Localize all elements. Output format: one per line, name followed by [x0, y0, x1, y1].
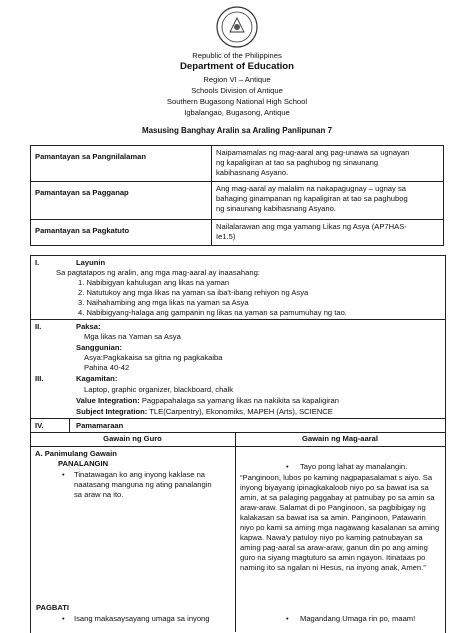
layunin-num: I. [35, 258, 40, 267]
prayer-line: aming pag-aaral sa araw-araw, ganun din po ang aming [240, 543, 428, 552]
school-line: Southern Bugasong National High School [166, 97, 308, 106]
guro-line: naatasang manguna ng ating panalangin [74, 480, 212, 489]
paksa-topic: Mga likas na Yaman sa Asya [84, 332, 181, 341]
divider [30, 446, 445, 447]
division-line: Schools Division of Antique [191, 86, 283, 95]
sanggunian-label: Sanggunian: [76, 343, 122, 352]
republic-line: Republic of the Philippines [192, 51, 282, 60]
list-item: 4. Nabibigyang-halaga ang gampanin ng likas na yaman sa pamumuhay ng tao. [78, 308, 347, 317]
magaaral-bullet: Tayo pong lahat ay manalangin. [300, 462, 408, 471]
layunin-intro: Sa pagtatapos ng aralin, ang mga mag-aaral ay inaasahang: [56, 268, 260, 277]
prayer-line: inyong biyayang ipinagkakaloob niyo po sa bawat isa sa [240, 483, 429, 492]
subject-integration [76, 407, 333, 417]
column-divider [235, 432, 236, 632]
standard-line: kabihasnang Asyano. [216, 168, 289, 177]
divider [69, 418, 70, 432]
kagamitan-num: III. [35, 374, 44, 383]
standard-label: Pamantayan sa Pagkatuto [31, 220, 212, 246]
standard-line: Ie1.5) [216, 232, 236, 241]
col-header-magaaral: Gawain ng Mag-aaral [302, 434, 378, 443]
standards-table [30, 145, 444, 246]
guro-line: Tinatawagan ko ang inyong kaklase na [74, 470, 206, 479]
region-line: Region VI – Antique [203, 75, 271, 84]
pamamaraan-num: IV. [35, 421, 44, 430]
standard-line: bahaging ginampanan ng kapaligiran at tao sa paghubog [216, 194, 408, 203]
guro-line: sa araw na ito. [74, 490, 124, 499]
page-title: Masusing Banghay Aralin sa Araling Panlipunan 7 [141, 126, 333, 135]
paksa-num: II. [35, 322, 42, 331]
bullet-icon: • [286, 614, 289, 623]
value-label: Value Integration: [76, 396, 140, 405]
prayer-line: “Panginoon, lubos po kaming nagpapasalamat s aiyo. Sa [240, 473, 433, 482]
prayer-line: araw-araw. Salamat di po Panginoon, sa pagbibigay ng [240, 503, 426, 512]
standard-label: Pamantayan sa Pagganap [31, 182, 212, 220]
col-header-guro: Gawain ng Guro [103, 434, 162, 443]
standard-line: Nailalarawan ang mga yamang Likas ng Asya (AP7HAS- [216, 222, 407, 231]
divider [30, 418, 445, 419]
list-item: 1. Nabibigyan kahulugan ang likas na yaman [78, 278, 230, 287]
bullet-icon: • [286, 462, 289, 471]
panalangin-heading: PANALANGIN [58, 459, 109, 468]
sanggunian-text: Asya:Pagkakaisa sa gitna ng pagkakaiba [84, 353, 223, 362]
paksa-heading: Paksa: [76, 322, 101, 331]
prayer-line: niyo po kami sa aming mga nagawang kasalanan sa aming [240, 523, 440, 532]
table-row [31, 182, 444, 220]
pagbati-heading: PAGBATI [36, 603, 70, 612]
bullet-icon: • [62, 614, 65, 623]
department-line: Department of Education [179, 61, 295, 72]
bullet-icon: • [62, 470, 65, 479]
magaaral-pagbati: Magandang Umaga rin po, maam! [300, 614, 416, 623]
layunin-heading: Layunin [76, 258, 106, 267]
standard-text [212, 182, 444, 220]
prayer-line: amin, at sa palaging paggabay at patnubay po sa amin sa [240, 493, 435, 502]
address-line: Igbalangao, Bugasong, Antique [184, 108, 290, 117]
table-row [31, 220, 444, 246]
value-integration [76, 396, 339, 406]
list-item: 3. Naihahambing ang mga likas na yaman sa Asya [78, 298, 249, 307]
prayer-line: naming ito sa ngalan ni Hesus, na inyong anak, Amen.” [240, 563, 426, 572]
prayer-line: kalakasan sa bawat isa sa amin. Panginoon, Patawarin [240, 513, 426, 522]
divider [30, 432, 445, 433]
table-row [31, 146, 444, 182]
value-text: Pagpapahalaga sa yamang likas na nakikita sa kapaligiran [141, 396, 339, 405]
deped-seal-icon [216, 6, 258, 48]
pahina-text: Pahina 40-42 [84, 363, 130, 372]
subject-label: Subject Integration: [76, 407, 148, 416]
standard-text [212, 220, 444, 246]
kagamitan-items: Laptop, graphic organizer, blackboard, chalk [84, 385, 234, 394]
standard-line: Naipamamalas ng mag-aaral ang pag-unawa sa ugnayan [216, 148, 410, 157]
standard-line: ng sinaunang kabihasnang Asyano. [216, 204, 336, 213]
pamamaraan-heading: Pamamaraan [76, 421, 124, 430]
prayer-line: guro na siyang magtuturo sa amin ngayon. Itinataas po [240, 553, 426, 562]
standard-text [212, 146, 444, 182]
guro-pagbati: Isang makasaysayang umaga sa inyong [74, 614, 210, 623]
list-item: 2. Natutukoy ang mga likas na yaman sa iba't-ibang rehiyon ng Asya [78, 288, 309, 297]
standard-label: Pamantayan sa Pangnilalaman [31, 146, 212, 182]
divider [30, 319, 445, 320]
prayer-line: kapwa. Nawa'y patuloy niyo po kaming patnubayan sa [240, 533, 423, 542]
subject-text: TLE(Carpentry), Ekonomiks, MAPEH (Arts), SCIENCE [149, 407, 333, 416]
standard-line: Ang mag-aaral ay malalim na nakapagugnay – ugnay sa [216, 184, 406, 193]
kagamitan-heading: Kagamitan: [76, 374, 118, 383]
standard-line: ng kapaligiran at tao sa paghubog ng sinaunang [216, 158, 379, 167]
sub-heading-a: A. Panimulang Gawain [35, 449, 117, 458]
